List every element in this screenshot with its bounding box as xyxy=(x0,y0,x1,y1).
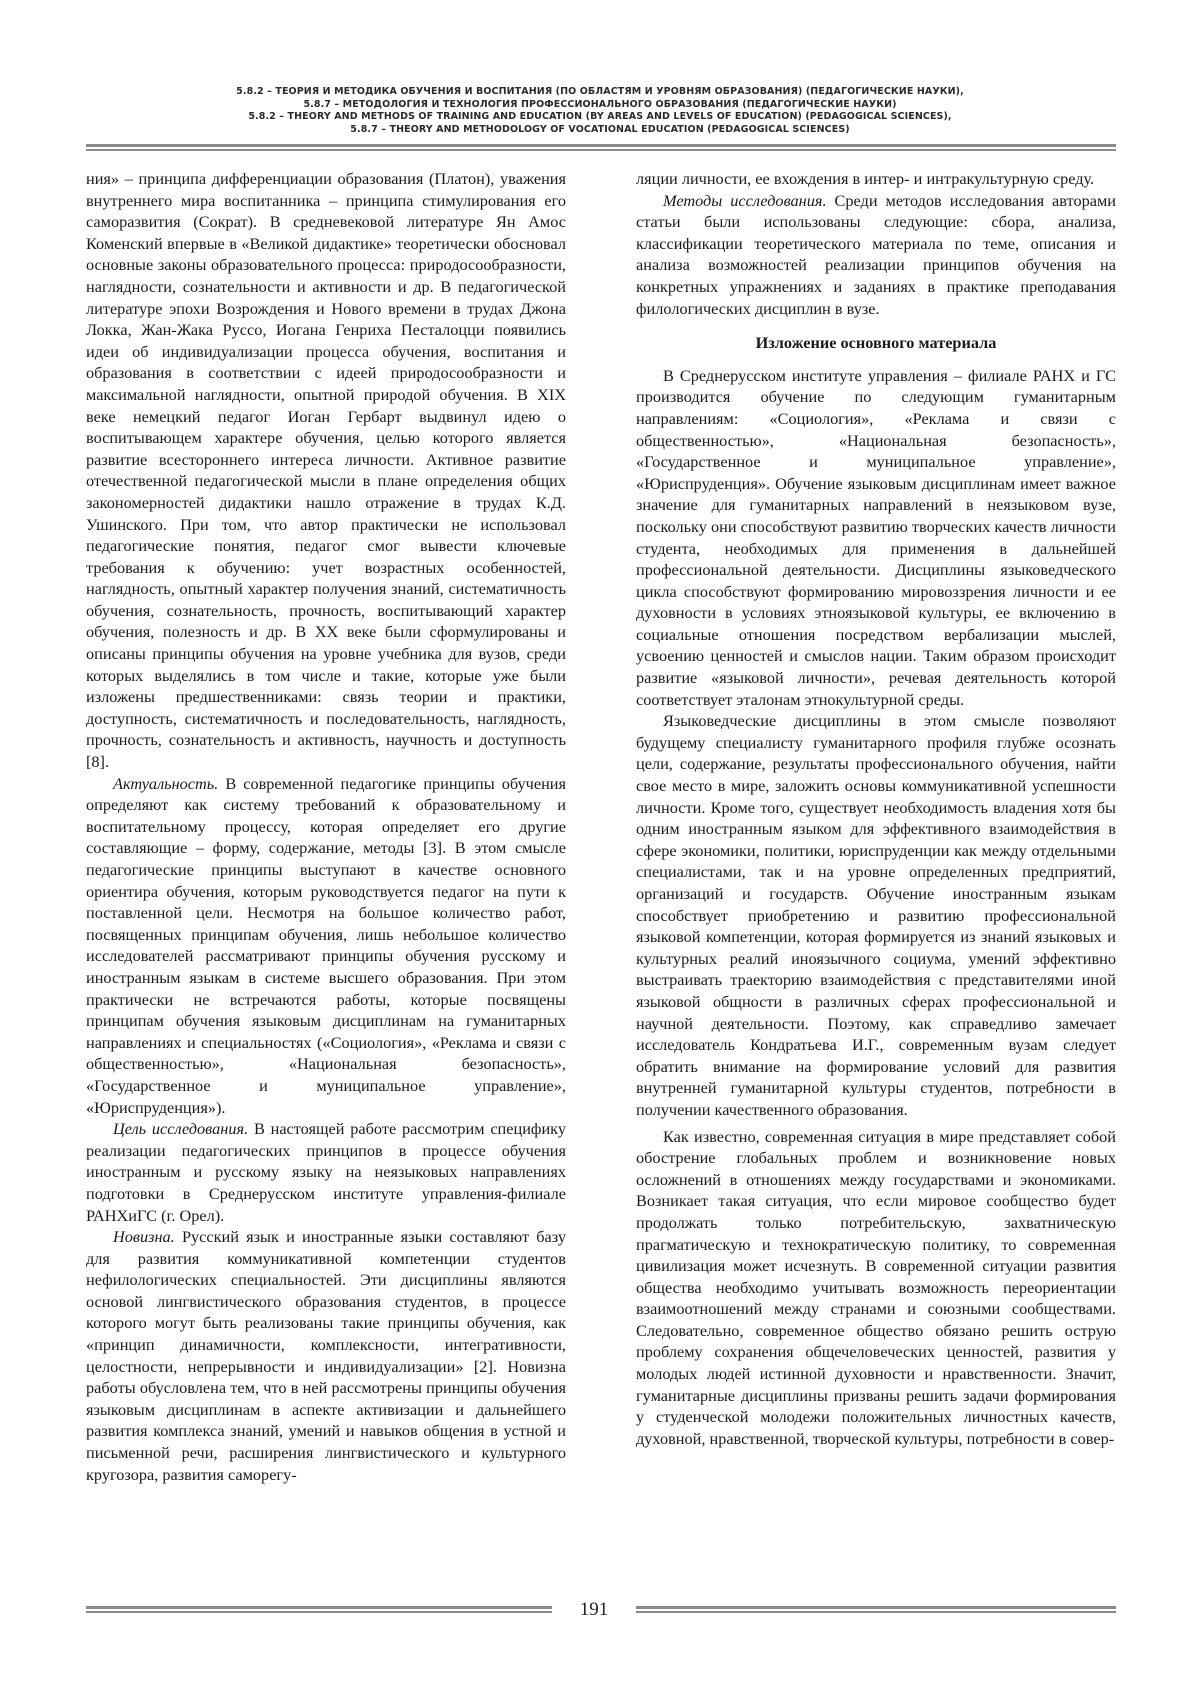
section-title: Изложение основного материала xyxy=(755,333,997,353)
relevance-text: В современной педагогике принципы обучения определяют как систему требований к образовательному и воспитательному процессу, которая определяет его другие составляющие – форму, содержание, методы [3]. В этом смысле педагогические принципы выступают в качестве основного ориентира обучения, которым руководствуется педагог на пути к поставленной цели. Несмотря на большое количество работ, посвященных принципам обучения, лишь небольшое количество исследователей рассматривают принципы обучения русскому и иностранным языкам в системе высшего образования. При этом практически не встречаются работы, которые посвящены принципам обучения языковым дисциплинам на гуманитарных направлениях и специальностях («Социология», «Реклама и связи с общественностью», «Национальная безопасность», «Государственное и муниципальное управление», «Юриспруденция»). xyxy=(86,773,566,1117)
paragraph-goal xyxy=(86,1118,566,1226)
relevance-label: Актуальность. xyxy=(113,773,219,793)
goal-label: Цель исследования. xyxy=(113,1119,249,1139)
paragraph-history: ния» – принципа дифференциации образования (Платон), уважения внутреннего мира воспитанника – принципа стимулирования его саморазвития (Сократ). В средневековой литературе Ян Амос Коменский впервые в «Великой дидактике» теоретически обосновал основные законы образовательного процесса: природосообразности, наглядности, сознательности и активности и др. В педагогической литературе эпохи Возрождения и Нового времени в трудах Джона Локка, Жан-Жака Руссо, Иогана Генриха Песталоцци появились идеи об индивидуализации процесса обучения, воспитания и образования в соответствии с идеей природосообразности и максимальной наглядности, опытной природой обучения. В XIX веке немецкий педагог Иоган Гербарт выдвинул идею о воспитывающем характере обучения, целью которого является развитие всестороннего интереса личности. Активное развитие отечественной педагогической мысли в плане определения общих закономерностей дидактики нашло отражение в трудах К.Д. Ушинского. При том, что автор практически не использовал педагогические понятия, педагог смог вывести ключевые требования к обучению: учет возрастных особенностей, наглядность, опытный характер получения знаний, систематичность обучения, сознательность, прочность, воспитывающий характер обучения, полезность и др. В XX веке были сформулированы и описаны принципы обучения на уровне учебника для вузов, среди которых выделялись в том числе и такие, которые уже были изложены предшественниками: связь теории и практики, доступность, систематичность и последовательность, наглядность, прочность, сознательность и активность, научность и доступность [8]. xyxy=(86,169,566,772)
goal-text: В настоящей работе рассмотрим специфику реализации педагогических принципов в процессе обучения иностранным и русскому языку на неязыковых направлениях подготовки в Среднерусском институте управления-филиале РАНХиГС (г. Орел). xyxy=(86,1119,566,1225)
paragraph-methods xyxy=(636,190,1116,320)
header-line-1: 5.8.2 – ТЕОРИЯ И МЕТОДИКА ОБУЧЕНИЯ И ВОСПИТАНИЯ (ПО ОБЛАСТЯМ И УРОВНЯМ ОБРАЗОВАНИЯ) (ПЕДАГОГИЧЕСКИЕ НАУКИ), xyxy=(236,86,964,97)
novelty-text: Русский язык и иностранные языки составляют базу для развития коммуникативной компетенции студентов нефилологических специальностей. Эти дисциплины являются основой лингвистического образования студентов, в процессе которого могут быть реализованы такие принципы обучения, как «принцип динамичности, комплексности, интегративности, целостности, непрерывности и индивидуализации» [2]. Новизна работы обусловлена тем, что в ней рассмотрены принципы обучения языковым дисциплинам в аспекте активизации и дальнейшего развития комплекса знаний, умений и навыков общения в устной и письменной речи, расширения лингвистического и культурного кругозора, развития саморегу- xyxy=(86,1227,566,1484)
paragraph-continuation: ляции личности, ее вхождения в интер- и интракультурную среду. xyxy=(636,169,1095,188)
paragraph-relevance xyxy=(86,773,566,1119)
header-line-3: 5.8.2 – THEORY AND METHODS OF TRAINING AND EDUCATION (BY AREAS AND LEVELS OF EDUCATION) (PEDAGOGICAL SCIENCES), xyxy=(248,111,952,122)
header-line-2: 5.8.7 – МЕТОДОЛОГИЯ И ТЕХНОЛОГИЯ ПРОФЕССИОНАЛЬНОГО ОБРАЗОВАНИЯ (ПЕДАГОГИЧЕСКИЕ НАУКИ) xyxy=(303,98,897,110)
page-footer xyxy=(86,1600,1116,1624)
methods-label: Методы исследования. xyxy=(663,190,827,210)
right-column xyxy=(636,168,1116,1449)
paragraph-situation: Как известно, современная ситуация в мире представляет собой обострение глобальных проблем и возникновение новых осложнений в отношениях между государствами и экономиками. Возникает такая ситуация, что если мировое сообщество будет продолжать только потребительскую, захватническую прагматическую и технократическую политику, то современная цивилизация может исчезнуть. В современной ситуации развития общества необходимо учитывать возможность переориентации взаимоотношений между странами и союзными сообществами. Следовательно, современное общество обязано решить острую проблему сохранения общечеловеческих ценностей, развития у молодых людей истинной духовности и нравственности. Значит, гуманитарные дисциплины призваны решить задачи формирования у студенческой молодежи положительных личностных качеств, духовной, нравственной, творческой культуры, потребности в совер- xyxy=(636,1126,1116,1448)
left-column xyxy=(86,168,566,1485)
paragraph-institute: В Среднерусском институте управления – филиале РАНХ и ГС производится обучение по следующим гуманитарным направлениям: «Социология», «Реклама и связи с общественностью», «Национальная безопасность», «Государственное и муниципальное управление», «Юриспруденция». Обучение языковым дисциплинам имеет важное значение для гуманитарных направлений в неязыковом вузе, поскольку они способствуют развитию творческих качеств личности студента, необходимых для применения в дальнейшей профессиональной деятельности. Дисциплины языковедческого цикла способствуют формированию мировоззрения личности и ее духовности в условиях этноязыковой культуры, ее включению в социальные отношения посредством вербализации мыслей, усвоению ценностей и смыслов нации. Таким образом происходит развитие «языковой личности», речевая деятельность которой соответствует эталонам этнокультурной среды. xyxy=(636,365,1116,709)
paragraph-novelty xyxy=(86,1226,566,1485)
paragraph-disciplines: Языковедческие дисциплины в этом смысле позволяют будущему специалисту гуманитарного профиля глубже осознать цели, содержание, результаты профессионального обучения, найти свое место в мире, заложить основы коммуникативной успешности личности. Кроме того, существует необходимость владения хотя бы одним иностранным языком для эффективного взаимодействия в сфере экономики, политики, юриспруденции как между отдельными специалистами, так и на уровне определенных предприятий, организаций и государств. Обучение иностранным языкам способствует приобретению и развитию профессиональной языковой компетенции, которая формируется из знаний языковых и культурных реалий иноязычного социума, умений эффективно выстраивать траекторию взаимодействия с представителями иной языковой общности в различных сферах профессиональной и научной деятельности. Поэтому, как справедливо замечает исследователь Кондратьева И.Г., современным вузам следует обратить внимание на формирование условий для развития внутренней гуманитарной культуры студентов, потребности в получении качественного образования. xyxy=(636,711,1116,1119)
header-line-4: 5.8.7 – THEORY AND METHODOLOGY OF VOCATIONAL EDUCATION (PEDAGOGICAL SCIENCES) xyxy=(350,123,850,135)
footer-divider-left xyxy=(86,1606,552,1614)
footer-divider-right xyxy=(636,1606,1116,1614)
running-header xyxy=(84,86,1116,136)
novelty-label: Новизна. xyxy=(113,1227,175,1247)
methods-text: Среди методов исследования авторами статьи были использованы следующие: сбора, анализа, классификации теоретического материала по теме, описания и анализа возможностей реализации принципов обучения на конкретных упражнениях и заданиях в практике преподавания филологических дисциплин в вузе. xyxy=(636,190,1116,318)
page-number: 191 xyxy=(579,1599,609,1620)
header-divider xyxy=(86,144,1116,152)
